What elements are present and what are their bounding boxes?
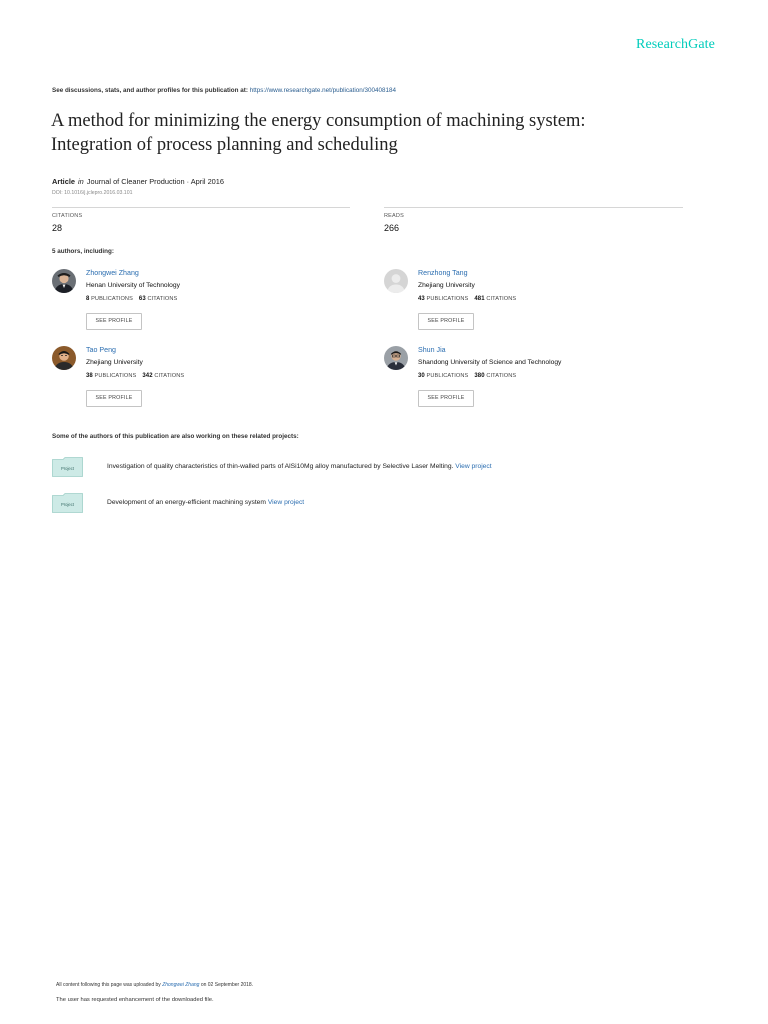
discussions-notice xyxy=(52,87,396,94)
author-card-renzhong-tang xyxy=(384,269,684,339)
avatar[interactable] xyxy=(384,269,408,293)
publication-meta xyxy=(52,177,224,186)
upload-prefix: All content following this page was uploaded by xyxy=(56,982,161,988)
meta-in: in xyxy=(78,177,84,186)
publication-date: · April 2016 xyxy=(186,177,225,186)
project-title: Investigation of quality characteristics of thin-walled parts of AlSi10Mg alloy manufactured by Selective Laser Melting. xyxy=(107,463,454,470)
title-line-2: Integration of process planning and scheduling xyxy=(51,135,398,155)
uploader-link[interactable]: Zhongwei Zhang xyxy=(162,982,200,988)
see-profile-button[interactable]: SEE PROFILE xyxy=(86,313,142,330)
author-photo-icon xyxy=(52,346,76,370)
default-avatar-icon xyxy=(384,269,408,293)
publications-count: 38 xyxy=(86,373,93,379)
folder-icon xyxy=(52,493,83,513)
upload-suffix: on 02 September 2018. xyxy=(200,982,254,988)
project-item xyxy=(52,457,692,481)
see-profile-button[interactable]: SEE PROFILE xyxy=(418,313,474,330)
author-stats xyxy=(86,296,177,302)
doi: DOI: 10.1016/j.jclepro.2016.03.101 xyxy=(52,190,133,196)
title-line-1: A method for minimizing the energy consumption of machining system: xyxy=(51,111,586,131)
author-photo-icon xyxy=(384,346,408,370)
author-card-zhongwei-zhang xyxy=(52,269,352,339)
avatar[interactable] xyxy=(52,269,76,293)
project-description xyxy=(107,499,304,506)
project-item xyxy=(52,493,692,517)
author-institution: Zhejiang University xyxy=(418,282,475,289)
see-profile-button[interactable]: SEE PROFILE xyxy=(86,390,142,407)
publication-type: Article xyxy=(52,177,76,186)
reads-label: READS xyxy=(384,213,404,219)
discussions-text: See discussions, stats, and author profiles for this publication at: xyxy=(52,87,248,94)
author-citations-label: CITATIONS xyxy=(154,373,185,379)
author-name[interactable]: Renzhong Tang xyxy=(418,269,468,277)
citations-divider xyxy=(52,207,350,208)
publications-label: PUBLICATIONS xyxy=(94,373,137,379)
folder-label: Project xyxy=(60,502,75,507)
publications-count: 8 xyxy=(86,296,90,302)
folder-icon xyxy=(52,457,83,477)
author-stats xyxy=(418,296,516,302)
avatar[interactable] xyxy=(52,346,76,370)
author-citations-label: CITATIONS xyxy=(147,296,178,302)
authors-heading: 5 authors, including: xyxy=(52,248,114,255)
enhancement-notice: The user has requested enhancement of the downloaded file. xyxy=(56,997,214,1003)
project-description xyxy=(107,463,492,470)
publication-title xyxy=(51,109,741,157)
author-citations-label: CITATIONS xyxy=(486,373,517,379)
citations-count: 28 xyxy=(52,223,63,233)
view-project-link[interactable]: View project xyxy=(455,463,492,470)
publications-count: 43 xyxy=(418,296,425,302)
related-projects-heading: Some of the authors of this publication are also working on these related projects: xyxy=(52,433,299,440)
author-institution: Zhejiang University xyxy=(86,359,143,366)
publications-label: PUBLICATIONS xyxy=(426,373,469,379)
upload-notice xyxy=(56,982,253,988)
avatar[interactable] xyxy=(384,346,408,370)
researchgate-logo[interactable]: ResearchGate xyxy=(636,37,715,52)
author-institution: Shandong University of Science and Technology xyxy=(418,359,562,366)
view-project-link[interactable]: View project xyxy=(267,499,305,506)
author-institution: Henan University of Technology xyxy=(86,282,180,289)
see-profile-button[interactable]: SEE PROFILE xyxy=(418,390,474,407)
journal-name[interactable]: Journal of Cleaner Production xyxy=(86,177,185,186)
project-title: Development of an energy-efficient machining system xyxy=(107,499,266,506)
author-citations-count: 380 xyxy=(474,373,485,379)
folder-label: Project xyxy=(60,466,75,471)
author-citations-count: 342 xyxy=(142,373,153,379)
publications-label: PUBLICATIONS xyxy=(426,296,469,302)
author-citations-count: 63 xyxy=(138,296,146,302)
author-card-shun-jia xyxy=(384,346,684,416)
author-name[interactable]: Zhongwei Zhang xyxy=(86,269,139,277)
reads-divider xyxy=(384,207,683,208)
author-stats xyxy=(86,373,184,379)
author-photo-icon xyxy=(52,269,76,293)
author-citations-label: CITATIONS xyxy=(486,296,517,302)
author-name[interactable]: Tao Peng xyxy=(86,346,116,354)
publications-count: 30 xyxy=(418,373,425,379)
author-citations-count: 481 xyxy=(474,296,485,302)
author-card-tao-peng xyxy=(52,346,352,416)
publications-label: PUBLICATIONS xyxy=(91,296,133,302)
citations-label: CITATIONS xyxy=(52,213,83,219)
reads-count: 266 xyxy=(384,223,400,233)
publication-link[interactable]: https://www.researchgate.net/publication/300408184 xyxy=(249,87,397,94)
author-name[interactable]: Shun Jia xyxy=(418,346,446,354)
author-stats xyxy=(418,373,516,379)
